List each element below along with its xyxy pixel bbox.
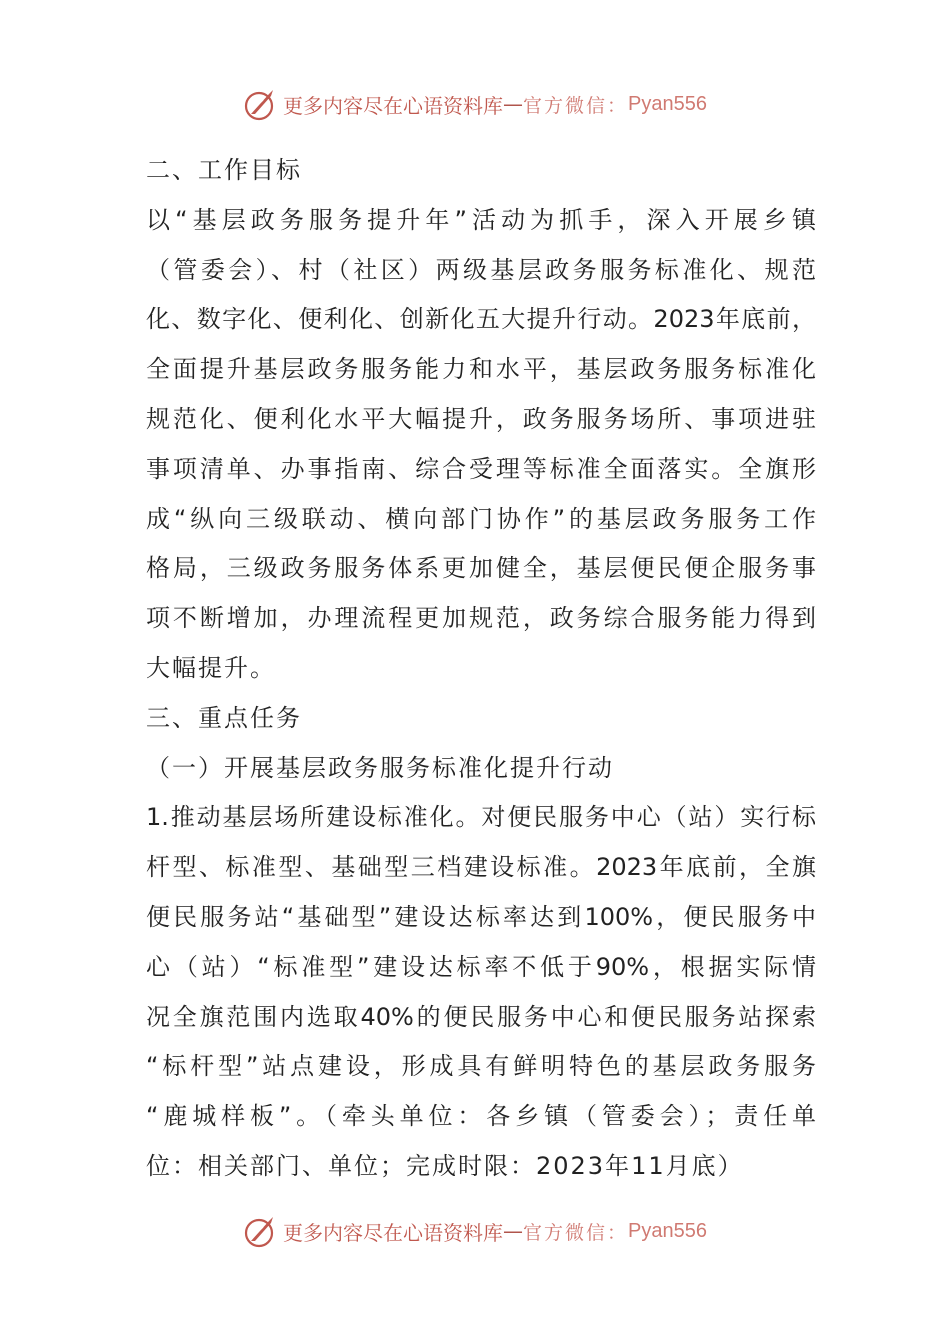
banner-brand: 更多内容尽在心语资料库 [283,1220,503,1245]
header-banner [0,84,950,124]
text-line: 以“基层政务服务提升年”活动为抓手，深入开展乡镇 [146,205,816,234]
text-line: （一）开展基层政务服务标准化提升行动 [146,753,614,782]
quill-logo-icon [243,1213,279,1249]
text-line: 便民服务站“基础型”建设达标率达到100%，便民服务中 [146,902,816,931]
banner-wechat-label: 官方微信： [523,94,629,117]
text-line: 三、重点任务 [146,703,302,732]
banner-wechat-id: Pyan556 [628,92,707,115]
banner-wechat-id: Pyan556 [628,1219,707,1242]
text-line: 二、工作目标 [146,156,302,184]
quill-logo-icon [243,86,279,122]
text-line: 况全旗范围内选取40%的便民服务中心和便民服务站探索 [146,1002,816,1031]
text-line: 规范化、便利化水平大幅提升，政务服务场所、事项进驻 [146,404,816,433]
text-line: 格局，三级政务服务体系更加健全，基层便民便企服务事 [146,554,816,583]
text-line: （管委会）、村（社区）两级基层政务服务标准化、规范 [146,255,816,284]
banner-separator: — [503,1219,523,1243]
document-body [146,146,816,1192]
text-line: 全面提升基层政务服务能力和水平，基层政务服务标准化 [146,355,816,384]
banner-wechat-label: 官方微信： [523,1221,629,1244]
text-line: 位：相关部门、单位；完成时限：2023年11月底） [146,1151,744,1180]
text-line: “鹿城样板”。（牵头单位：各乡镇（管委会）；责任单 [146,1102,816,1131]
text-line: 成“纵向三级联动、横向部门协作”的基层政务服务工作 [146,504,816,533]
banner-brand: 更多内容尽在心语资料库 [283,93,503,118]
text-line: 1.推动基层场所建设标准化。对便民服务中心（站）实行标 [146,803,816,832]
text-line: 项不断增加，办理流程更加规范，政务综合服务能力得到 [146,604,816,633]
text-line: 化、数字化、便利化、创新化五大提升行动。2023年底前， [146,305,816,334]
banner-separator: — [503,92,523,116]
text-line: 大幅提升。 [146,653,276,682]
text-line: 杆型、标准型、基础型三档建设标准。2023年底前，全旗 [146,853,816,882]
text-line: 事项清单、办事指南、综合受理等标准全面落实。全旗形 [146,454,816,483]
footer-banner [0,1211,950,1251]
text-line: 心（站）“标准型”建设达标率不低于90%，根据实际情 [146,952,816,981]
text-line: “标杆型”站点建设，形成具有鲜明特色的基层政务服务 [146,1052,816,1081]
